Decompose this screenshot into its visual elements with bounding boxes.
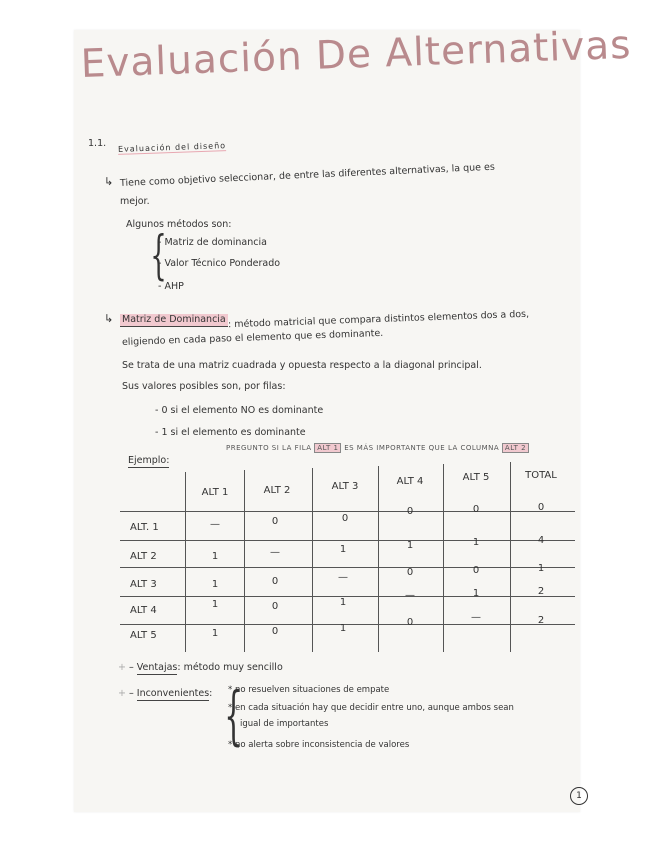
table-cell: 1 [537,563,545,574]
row-label: ALT 2 [130,551,157,562]
page-title: Evaluación De Alternativas [80,22,633,87]
table-cell: 1 [339,597,347,608]
ventajas-text: : método muy sencillo [177,662,283,673]
table-cell: — [210,519,220,530]
column-header: ALT 3 [331,481,359,492]
table-cell: — [471,612,481,623]
method-item: - Matriz de dominancia [158,237,267,248]
column-header: TOTAL [525,470,557,481]
table-cell: 0 [271,601,279,612]
inconveniente-item: igual de importantes [240,719,329,729]
inconvenientes-heading: + – Inconvenientes: [118,688,213,699]
table-cell: 0 [406,506,414,517]
table-cell: 0 [472,504,480,515]
table-cell: 2 [537,615,545,626]
table-cell: 0 [271,626,279,637]
column-header: ALT 5 [462,472,490,483]
table-cell: 0 [271,576,279,587]
brace-icon: { [150,226,167,286]
matriz-term: Matriz de Dominancia [122,314,226,325]
inconveniente-item: * no alerta sobre inconsistencia de valores [228,740,410,750]
methods-label: Algunos métodos son: [126,219,232,230]
table-cell: 2 [537,586,545,597]
table-cell: 0 [537,502,545,513]
row-label: ALT. 1 [130,522,159,533]
table-cell: — [405,590,415,601]
page-number: 1 [570,787,588,805]
intro-line-1: Tiene como objetivo seleccionar, de entre las diferentes alternativas, la que es [119,161,496,189]
inconveniente-item: * no resuelven situaciones de empate [228,685,390,695]
section-number: 1.1. [88,138,107,149]
table-cell: 1 [211,599,219,610]
arrow-icon: ↳ [104,312,114,325]
intro-line-2: mejor. [120,196,150,207]
ventajas-line: + – Ventajas: método muy sencillo [118,662,283,673]
section-title: Evaluación del diseño [117,141,227,154]
table-cell: 1 [211,628,219,639]
matriz-line-3: Se trata de una matriz cuadrada y opuesta respecto a la diagonal principal. [122,360,482,371]
value-item: - 1 si el elemento es dominante [155,427,306,438]
table-cell: 0 [406,567,414,578]
inconvenientes-label: Inconvenientes [136,688,210,699]
table-cell: — [338,572,348,583]
table-cell: 0 [341,513,349,524]
matriz-line-1 [120,308,530,331]
matriz-definition: : método matricial que compara distintos elementos dos a dos, [227,308,530,331]
table-cell: 1 [211,551,219,562]
column-header: ALT 1 [201,487,229,498]
table-cell: 0 [271,516,279,527]
ventajas-label: Ventajas [136,662,178,673]
table-cell: 1 [211,579,219,590]
table-cell: 1 [406,540,414,551]
inconveniente-item: * en cada situación hay que decidir entre uno, aunque ambos sean [228,703,514,713]
table-cell: 1 [472,588,480,599]
table-cell: — [270,547,280,558]
table-cell: 4 [537,535,545,546]
table-cell: 1 [339,623,347,634]
method-item: - AHP [158,281,184,292]
ejemplo-note: PREGUNTO SI LA FILA ALT 1 ES MÁS IMPORTANTE QUE LA COLUMNA ALT 2 [226,444,529,452]
row-label: ALT 4 [130,605,157,616]
column-header: ALT 4 [396,476,424,487]
matriz-line-4: Sus valores posibles son, por filas: [122,381,286,392]
table-cell: 0 [472,565,480,576]
row-label: ALT 3 [130,579,157,590]
brace-icon: { [224,679,243,753]
row-label: ALT 5 [130,630,157,641]
ejemplo-label: Ejemplo: [128,455,170,466]
table-cell: 1 [339,544,347,555]
table-cell: 0 [406,617,414,628]
arrow-icon: ↳ [104,175,114,188]
value-item: - 0 si el elemento NO es dominante [155,405,324,416]
table-cell: 1 [472,537,480,548]
matriz-line-2: eligiendo en cada paso el elemento que es dominante. [121,327,384,348]
method-item: - Valor Técnico Ponderado [158,258,281,269]
column-header: ALT 2 [263,485,291,496]
